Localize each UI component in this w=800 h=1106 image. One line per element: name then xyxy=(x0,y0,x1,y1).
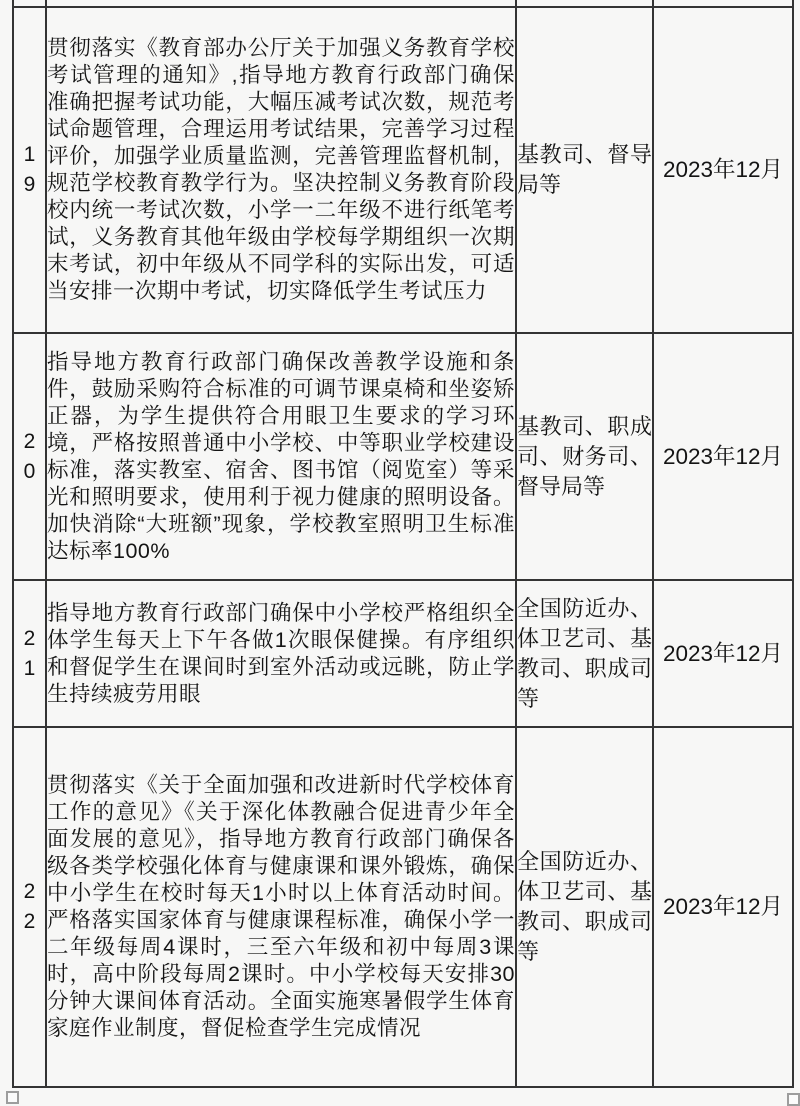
departments-text: 全国防近办、体卫艺司、基教司、职成司等 xyxy=(517,595,652,711)
partial-num-cell xyxy=(13,0,46,7)
task-text-cell[interactable] xyxy=(46,7,516,333)
partial-task-cell xyxy=(46,0,516,7)
task-text-cell[interactable] xyxy=(46,580,516,727)
departments-cell[interactable] xyxy=(516,333,653,580)
table-row xyxy=(13,7,793,333)
row-number: 21 xyxy=(23,626,36,680)
partial-dept-cell xyxy=(516,0,653,7)
tasks-table xyxy=(12,0,794,1088)
task-text: 指导地方教育行政部门确保改善教学设施和条件，鼓励采购符合标准的可调节课桌椅和坐姿矫正器，为学生提供符合用眼卫生要求的学习环境，严格按照普通中小学校、中等职业学校建设标准，落实教室、宿舍、图书馆（阅览室）等采光和照明要求，使用利于视力健康的照明设备。加快消除“大班额”现象，学校教室照明卫生标准达标率100% xyxy=(47,349,515,563)
table-row xyxy=(13,727,793,1087)
departments-cell[interactable] xyxy=(516,7,653,333)
row-number-cell[interactable] xyxy=(13,727,46,1087)
departments-cell[interactable] xyxy=(516,580,653,727)
departments-cell[interactable] xyxy=(516,727,653,1087)
departments-text: 基教司、督导局等 xyxy=(517,142,652,197)
partial-date-cell xyxy=(653,0,793,7)
task-text-cell[interactable] xyxy=(46,333,516,580)
date-cell[interactable] xyxy=(653,580,793,727)
table-row xyxy=(13,580,793,727)
date-cell[interactable] xyxy=(653,7,793,333)
departments-text: 全国防近办、体卫艺司、基教司、职成司等 xyxy=(517,849,652,964)
row-number: 19 xyxy=(23,143,36,196)
task-text: 指导地方教育行政部门确保中小学校严格组织全体学生每天上下午各做1次眼保健操。有序组织和督促学生在课间时到室外活动或远眺，防止学生持续疲劳用眼 xyxy=(47,600,515,706)
row-number-cell[interactable] xyxy=(13,580,46,727)
date-cell[interactable] xyxy=(653,727,793,1087)
table-row-partial xyxy=(13,0,793,7)
table-row xyxy=(13,333,793,580)
date-cell[interactable] xyxy=(653,333,793,580)
row-number-cell[interactable] xyxy=(13,7,46,333)
departments-text: 基教司、职成司、财务司、督导局等 xyxy=(517,413,652,499)
row-number-cell[interactable] xyxy=(13,333,46,580)
table-resize-handle-bottom-left[interactable] xyxy=(6,1091,19,1104)
date-text: 2023年12月 xyxy=(662,157,784,182)
task-text-cell[interactable] xyxy=(46,727,516,1087)
date-text: 2023年12月 xyxy=(662,443,784,469)
date-text: 2023年12月 xyxy=(662,894,784,919)
row-number: 22 xyxy=(23,880,36,933)
date-text: 2023年12月 xyxy=(662,640,784,666)
task-text: 贯彻落实《教育部办公厅关于加强义务教育学校考试管理的通知》,指导地方教育行政部门确保准确把握考试功能，大幅压减考试次数，规范考试命题管理，合理运用考试结果，完善学习过程评价，加强学业质量监测，完善管理监督机制，规范学校教育教学行为。坚决控制义务教育阶段校内统一考试次数，小学一二年级不进行纸笔考试，义务教育其他年级由学校每学期组织一次期末考试，初中年级从不同学科的实际出发，可适当安排一次期中考试，切实降低学生考试压力 xyxy=(47,36,515,303)
task-text: 贯彻落实《关于全面加强和改进新时代学校体育工作的意见》《关于深化体教融合促进青少年全面发展的意见》，指导地方教育行政部门确保各级各类学校强化体育与健康课和课外锻炼，确保中小学生在校时每天1小时以上体育活动时间。严格落实国家体育与健康课程标准，确保小学一二年级每周4课时，三至六年级和初中每周3课时，高中阶段每周2课时。中小学校每天安排30分钟大课间体育活动。全面实施寒暑假学生体育家庭作业制度，督促检查学生完成情况 xyxy=(47,773,515,1040)
row-number: 20 xyxy=(23,429,36,483)
